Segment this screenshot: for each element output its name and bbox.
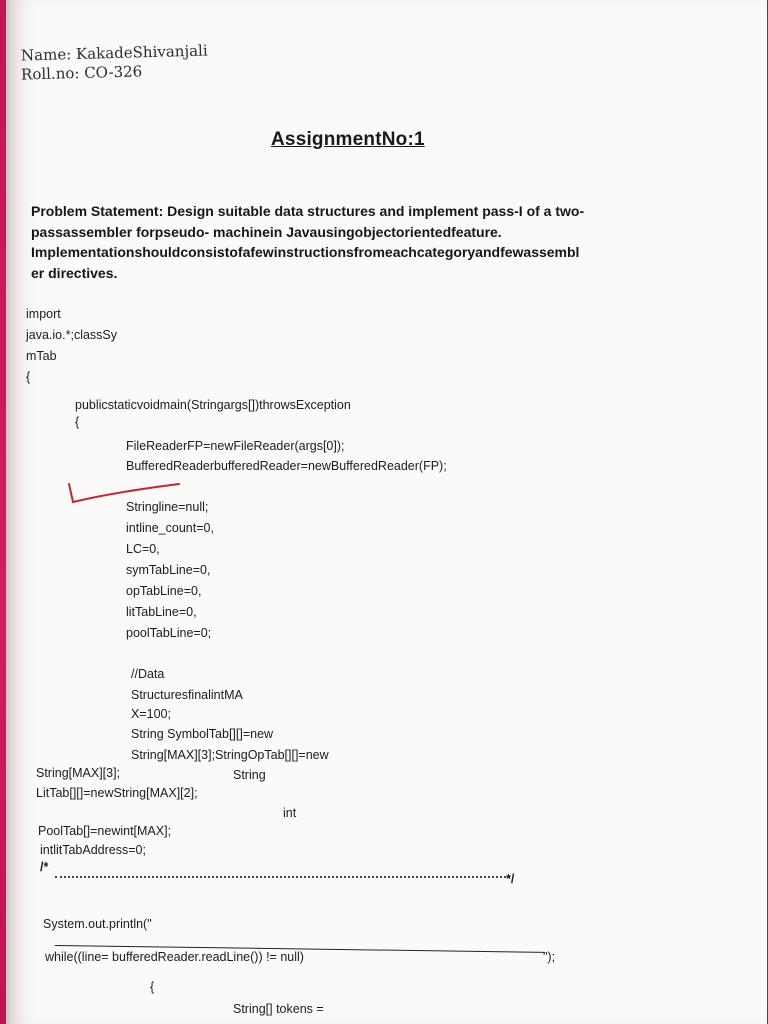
code-line: /* xyxy=(40,860,49,874)
code-line: int xyxy=(283,806,297,820)
assignment-title: AssignmentNo:1 xyxy=(271,129,425,150)
code-line: StructuresfinalintMA xyxy=(131,688,243,702)
code-line: //Data xyxy=(131,667,165,681)
code-line: PoolTab[]=newint[MAX]; xyxy=(38,824,172,838)
code-line: String xyxy=(233,768,266,782)
problem-statement xyxy=(31,201,631,283)
dotted-comment-line xyxy=(55,870,510,878)
code-line: poolTabLine=0; xyxy=(126,626,212,640)
code-line: { xyxy=(75,415,80,429)
roll-number: Roll.no: CO-326 xyxy=(20,62,143,84)
problem-line: passassembler forpseudo- machinein Javausingobjectorientedfeature. xyxy=(31,223,502,240)
code-line: while((line= bufferedReader.readLine()) != null) xyxy=(45,950,304,964)
student-name: Name: KakadeShivanjali xyxy=(20,41,208,65)
code-line: mTab xyxy=(26,349,57,363)
code-line: Stringline=null; xyxy=(126,500,209,514)
code-line: intlitTabAddress=0; xyxy=(40,843,146,857)
code-line: publicstaticvoidmain(Stringargs[])throwsException xyxy=(75,398,351,412)
code-line: LitTab[][]=newString[MAX][2]; xyxy=(36,786,198,800)
code-line: BufferedReaderbufferedReader=newBufferedReader(FP); xyxy=(126,459,447,473)
code-line: LC=0, xyxy=(126,542,160,556)
code-line: import xyxy=(26,307,61,321)
code-line: String[MAX][3];StringOpTab[][]=new xyxy=(131,748,329,762)
code-line: FileReaderFP=newFileReader(args[0]); xyxy=(126,439,345,453)
code-line: { xyxy=(150,980,155,994)
code-line: intline_count=0, xyxy=(126,521,214,535)
code-line: java.io.*;classSy xyxy=(26,328,118,342)
code-line: System.out.println(" xyxy=(43,917,152,931)
code-line: String[] tokens = xyxy=(233,1002,324,1016)
code-line: String SymbolTab[][]=new xyxy=(131,727,274,741)
code-line: "); xyxy=(543,950,556,964)
problem-line: er directives. xyxy=(31,264,118,281)
document-page xyxy=(6,0,767,1024)
code-line: opTabLine=0, xyxy=(126,584,202,598)
code-line: symTabLine=0, xyxy=(126,563,211,577)
code-line: X=100; xyxy=(131,707,171,721)
problem-line: Problem Statement: Design suitable data structures and implement pass-I of a two- xyxy=(31,203,585,219)
code-line: */ xyxy=(506,872,515,886)
code-line: litTabLine=0, xyxy=(126,605,197,619)
code-line: { xyxy=(26,370,31,384)
code-line: String[MAX][3]; xyxy=(36,766,121,780)
problem-line: Implementationshouldconsistofafewinstructionsfromeachcategoryandfewassembl xyxy=(31,244,580,260)
